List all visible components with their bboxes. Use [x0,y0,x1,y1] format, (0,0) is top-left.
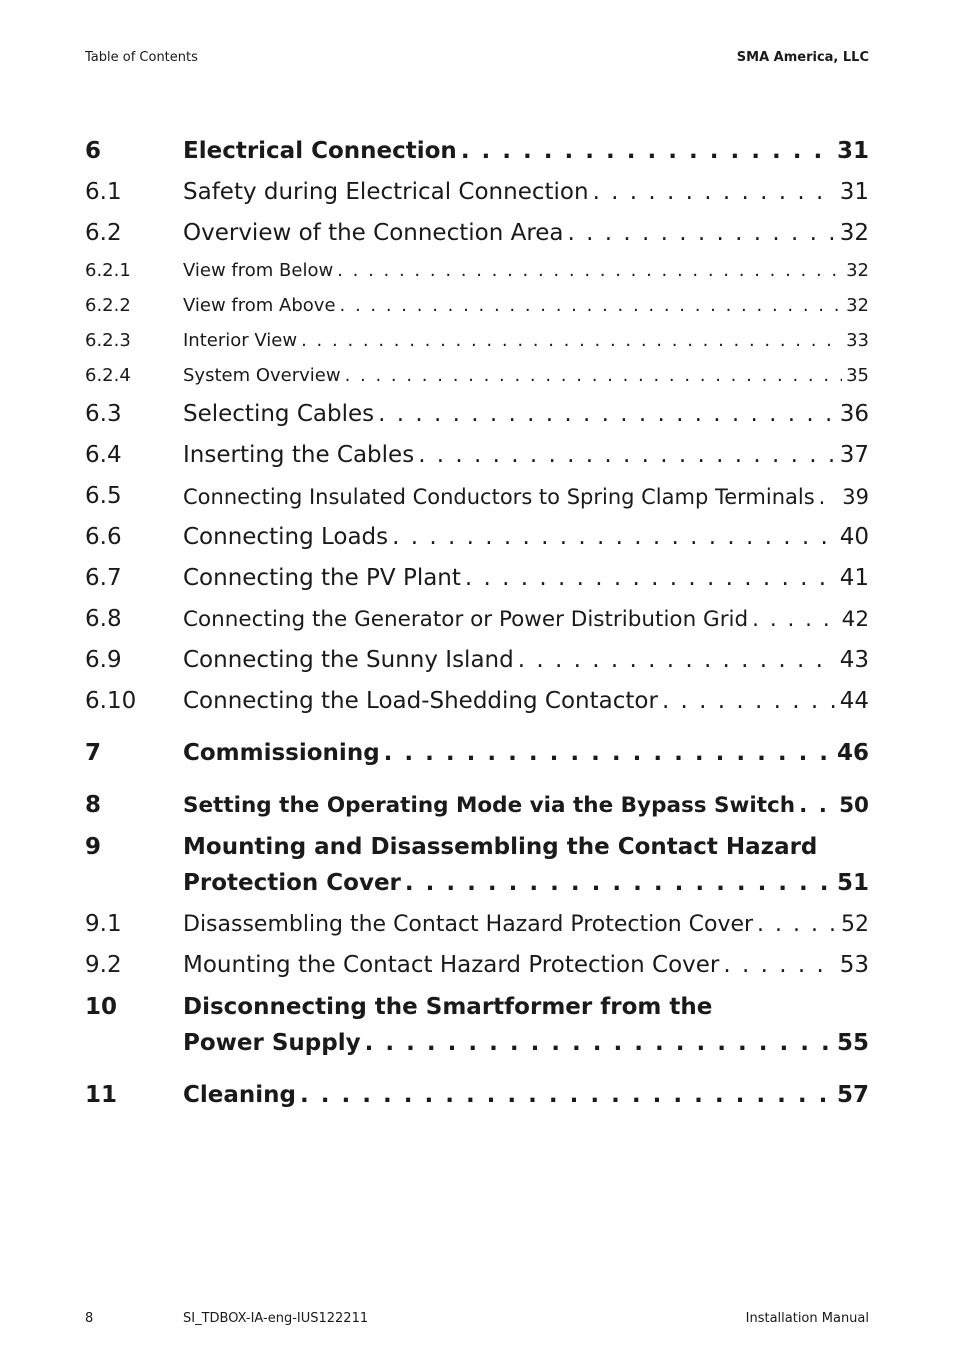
toc-number: 11 [85,1082,118,1108]
toc-title: System Overview [183,365,341,386]
toc-page: 57 [836,1082,869,1108]
toc-title: Connecting the Generator or Power Distribution Grid [183,607,749,632]
toc-title: Selecting Cables [183,401,375,427]
toc-entry[interactable] [85,281,869,316]
toc-number: 6.1 [85,179,122,205]
toc-title: Protection Cover [183,870,401,896]
toc-page: 39 [842,485,869,509]
toc-title: Connecting Insulated Conductors to Spring Clamp Terminals [183,485,815,509]
toc-page: 51 [836,870,869,896]
toc-page: 32 [839,220,869,246]
toc-entry[interactable] [85,246,869,281]
toc-number: 6.2 [85,220,122,246]
toc-number: 6.6 [85,524,122,550]
toc-page: 43 [839,647,869,673]
header-section-title: Table of Contents [85,50,198,65]
toc-leader [365,1030,833,1056]
toc-entry[interactable] [85,205,869,246]
toc-title-line1: Disconnecting the Smartformer from the [183,994,713,1020]
toc-title: Connecting Loads [183,524,389,550]
toc-entry[interactable] [85,896,869,937]
toc-title: Cleaning [183,1082,296,1108]
toc-title: View from Above [183,295,336,316]
toc-page: 33 [846,330,869,351]
toc-leader [461,138,833,164]
toc-entry[interactable] [85,550,869,591]
toc-title: View from Below [183,260,334,281]
toc-page: 35 [846,365,869,386]
toc-number: 6.5 [85,483,122,509]
toc-entry[interactable] [85,351,869,386]
toc-entry[interactable] [85,509,869,550]
toc-number: 6.2.1 [85,260,131,281]
toc-number: 6.4 [85,442,122,468]
toc-entry[interactable] [85,591,869,632]
toc-number: 9.2 [85,952,122,978]
toc-entry[interactable] [85,632,869,673]
page-footer [85,1311,869,1326]
toc-number: 6.2.4 [85,365,131,386]
toc-leader [384,740,833,766]
toc-entry[interactable] [85,164,869,205]
toc-page: 32 [846,295,869,316]
toc-leader [405,870,833,896]
toc-number: 6.10 [85,688,137,714]
toc-leader [593,179,836,205]
toc-entry[interactable] [85,386,869,427]
toc-number: 7 [85,740,102,766]
toc-number: 6.9 [85,647,122,673]
toc-page: 31 [836,138,869,164]
toc-entry[interactable] [85,937,869,978]
toc-title: Inserting the Cables [183,442,415,468]
toc-leader [757,912,837,937]
toc-title: Disassembling the Contact Hazard Protection Cover [183,912,754,937]
toc-leader [301,330,842,351]
toc-leader [345,365,843,386]
toc-entry[interactable] [85,468,869,509]
toc-title: Mounting the Contact Hazard Protection Cover [183,952,720,978]
toc-page: 41 [839,565,869,591]
toc-page: 46 [836,740,869,766]
toc-leader [378,401,836,427]
toc-title: Power Supply [183,1030,361,1056]
toc-entry[interactable] [85,673,869,714]
page-number: 8 [85,1311,94,1326]
toc-entry[interactable] [85,724,869,766]
toc-leader [799,793,835,818]
document-type: Installation Manual [745,1311,869,1326]
table-of-contents [85,122,869,1108]
toc-leader [465,565,836,591]
toc-title: Overview of the Connection Area [183,220,564,246]
toc-title-line1: Mounting and Disassembling the Contact Hazard [183,834,818,860]
toc-leader [819,485,839,509]
toc-page: 42 [841,607,869,632]
toc-page: 53 [839,952,869,978]
toc-title: Connecting the PV Plant [183,565,461,591]
document-id: SI_TDBOX-IA-eng-IUS122211 [183,1311,369,1326]
toc-page: 32 [846,260,869,281]
toc-page: 40 [839,524,869,550]
toc-number: 9.1 [85,911,122,937]
toc-title: Connecting the Load-Shedding Contactor [183,688,658,714]
toc-number: 6.8 [85,606,122,632]
toc-entry[interactable] [85,1066,869,1108]
toc-leader [337,260,842,281]
toc-number: 8 [85,792,102,818]
toc-title: Safety during Electrical Connection [183,179,589,205]
toc-entry[interactable] [85,828,869,896]
page-header [85,50,869,65]
toc-page: 44 [839,688,869,714]
toc-title: Connecting the Sunny Island [183,647,514,673]
toc-number: 6.3 [85,401,122,427]
toc-number: 6.7 [85,565,122,591]
toc-page: 55 [836,1030,869,1056]
toc-page: 52 [841,912,869,937]
toc-number: 10 [85,994,118,1020]
toc-number: 9 [85,834,102,860]
toc-number: 6.2.3 [85,330,131,351]
toc-number: 6.2.2 [85,295,131,316]
toc-leader [662,688,836,714]
toc-number: 6 [85,138,102,164]
toc-leader [723,952,835,978]
toc-entry[interactable] [85,427,869,468]
toc-entry[interactable] [85,776,869,818]
header-company: SMA America, LLC [736,50,869,65]
toc-entry[interactable] [85,316,869,351]
toc-leader [418,442,836,468]
toc-leader [340,295,843,316]
toc-leader [300,1082,833,1108]
toc-page: 31 [839,179,869,205]
toc-leader [392,524,836,550]
toc-entry[interactable] [85,988,869,1056]
toc-entry[interactable] [85,122,869,164]
toc-title: Interior View [183,330,298,351]
toc-title: Setting the Operating Mode via the Bypass Switch [183,793,796,818]
toc-leader [752,607,837,632]
toc-page: 50 [839,793,869,818]
toc-page: 37 [839,442,869,468]
toc-title: Electrical Connection [183,138,457,164]
toc-title: Commissioning [183,740,380,766]
toc-leader [518,647,836,673]
toc-leader [568,220,836,246]
toc-page: 36 [839,401,869,427]
